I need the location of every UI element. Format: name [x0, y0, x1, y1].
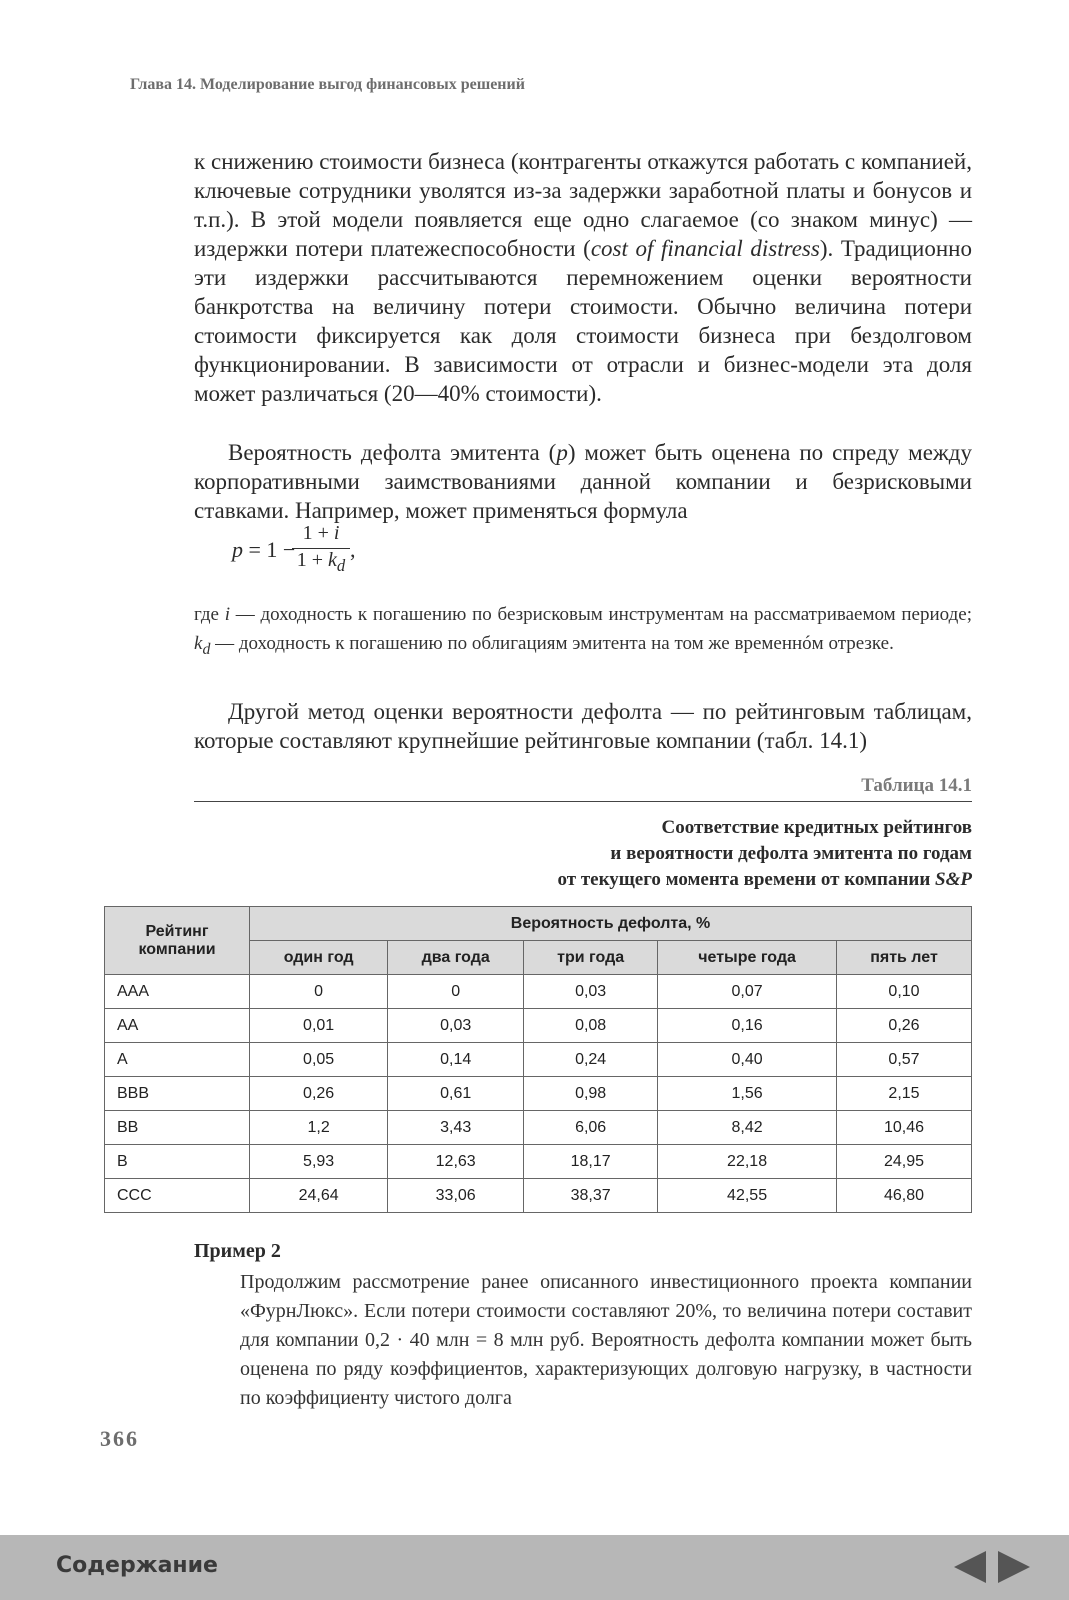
table-cell-value: 22,18 [658, 1145, 837, 1179]
table-cell-value: 0,10 [836, 975, 971, 1009]
table-cell-value: 0 [388, 975, 524, 1009]
explanation-text: — доходность к погашению по облигациям эмитента на том же временнóм отрезке. [210, 633, 894, 654]
table-row [105, 1145, 972, 1179]
table-title [372, 815, 972, 893]
table-row [105, 1009, 972, 1043]
formula-comma: , [350, 537, 356, 562]
table-header-year: пять лет [836, 941, 971, 975]
table-cell-value: 24,95 [836, 1145, 971, 1179]
formula-sub-d: d [336, 556, 346, 575]
table-cell-value: 24,64 [250, 1179, 388, 1213]
table-cell-value: 0,40 [658, 1043, 837, 1077]
table-cell-value: 0,03 [524, 975, 658, 1009]
explanation-text: где [194, 604, 225, 625]
table-cell-value: 0,07 [658, 975, 837, 1009]
table-cell-rating: AA [105, 1009, 250, 1043]
table-cell-value: 42,55 [658, 1179, 837, 1213]
table-cell-value: 0,05 [250, 1043, 388, 1077]
table-cell-value: 2,15 [836, 1077, 971, 1111]
page-number: 366 [100, 1426, 139, 1451]
table-cell-rating: AAA [105, 975, 250, 1009]
paragraph-text: к снижению стоимости бизнеса (контрагенты откажутся работать с компанией, ключевые сотрудники уволятся из-за задержки заработной платы и бонусов и т.п.). В этой модели появляется еще одно слагаемое (со знаком минус) — издержки потери платежеспособности ( [194, 149, 972, 261]
paragraph-variable: p [556, 440, 568, 465]
explanation-text: — доходность к погашению по безрисковым инструментам на рассматриваемом периоде; [229, 604, 972, 625]
table-cell-value: 0,61 [388, 1077, 524, 1111]
triangle-right-icon[interactable] [998, 1551, 1030, 1583]
table-cell-value: 33,06 [388, 1179, 524, 1213]
table-header-year: один год [250, 941, 388, 975]
default-probability-table [104, 906, 972, 1213]
table-cell-rating: BB [105, 1111, 250, 1145]
table-cell-value: 0,08 [524, 1009, 658, 1043]
triangle-left-icon[interactable] [954, 1551, 986, 1583]
example-heading: Пример 2 [194, 1240, 281, 1262]
table-row [105, 1179, 972, 1213]
table-title-text: от текущего момента времени от компании [557, 869, 936, 890]
formula-fraction [292, 522, 350, 576]
footer-bar [0, 1535, 1069, 1600]
table-cell-value: 0,26 [836, 1009, 971, 1043]
table-row [105, 975, 972, 1009]
table-cell-value: 1,2 [250, 1111, 388, 1145]
table-header-year: два года [388, 941, 524, 975]
table-row [105, 1077, 972, 1111]
formula-var-p: p [232, 537, 243, 562]
table-header-year: четыре года [658, 941, 837, 975]
table-cell-value: 0,26 [250, 1077, 388, 1111]
explanation-sub-d: d [202, 640, 211, 658]
formula-lhs [232, 537, 295, 563]
formula-var-i: i [333, 522, 340, 544]
table-header-rating: Рейтинг компании [105, 907, 250, 975]
table-cell-value: 12,63 [388, 1145, 524, 1179]
table-cell-value: 0,14 [388, 1043, 524, 1077]
table-title-company: S&P [935, 869, 972, 890]
table-cell-value: 0,24 [524, 1043, 658, 1077]
formula-denominator-text: 1 + [296, 549, 329, 571]
table-cell-value: 0,01 [250, 1009, 388, 1043]
formula-var-k: k [328, 549, 337, 571]
table-cell-value: 46,80 [836, 1179, 971, 1213]
table-cell-value: 0 [250, 975, 388, 1009]
toc-link[interactable]: Содержание [56, 1553, 218, 1578]
table-cell-rating: CCC [105, 1179, 250, 1213]
formula-equals-one-minus: = 1 − [243, 537, 296, 562]
table-cell-value: 0,03 [388, 1009, 524, 1043]
paragraph-rating-tables: Другой метод оценки вероятности дефолта — по рейтинговым таблицам, которые составляют крупнейшие рейтинговые компании (табл. 14.1) [194, 699, 972, 753]
table-divider [194, 801, 972, 802]
table-row [105, 1111, 972, 1145]
table-cell-value: 10,46 [836, 1111, 971, 1145]
table-cell-rating: B [105, 1145, 250, 1179]
formula-numerator [292, 522, 350, 548]
running-head: Глава 14. Моделирование выгод финансовых решений [130, 76, 525, 93]
table-cell-rating: BBB [105, 1077, 250, 1111]
table-cell-value: 0,57 [836, 1043, 971, 1077]
table-header-row [105, 907, 972, 941]
table-cell-value: 8,42 [658, 1111, 837, 1145]
formula-explanation [194, 600, 972, 664]
table-cell-rating: A [105, 1043, 250, 1077]
table-body [105, 975, 972, 1213]
table-cell-value: 18,17 [524, 1145, 658, 1179]
table-cell-value: 3,43 [388, 1111, 524, 1145]
table-title-line: Соответствие кредитных рейтингов [661, 817, 972, 838]
table-cell-value: 1,56 [658, 1077, 837, 1111]
table-title-line [372, 867, 972, 893]
paragraph-text: Вероятность дефолта эмитента ( [228, 440, 557, 465]
paragraph-default-probability [194, 438, 972, 525]
explanation-var-k: k [194, 633, 203, 654]
table-cell-value: 6,06 [524, 1111, 658, 1145]
example-text: Продолжим рассмотрение ранее описанного инвестиционного проекта компании «ФурнЛюкс». Если потери стоимости составляют 20%, то величина потери составит для компании 0,2 · 40 млн = 8 млн руб. Вероятность дефолта компании может быть оценена по ряду коэффициентов, характеризующих долговую нагрузку, в частности по коэффициенту чистого долга [240, 1271, 972, 1409]
table-header-year: три года [524, 941, 658, 975]
table-cell-value: 0,98 [524, 1077, 658, 1111]
table-label: Таблица 14.1 [861, 775, 972, 796]
table-cell-value: 0,16 [658, 1009, 837, 1043]
table-cell-value: 5,93 [250, 1145, 388, 1179]
table-header-probability: Вероятность дефолта, % [250, 907, 972, 941]
table-cell-value: 38,37 [524, 1179, 658, 1213]
paragraph-italic-term: cost of financial distress [590, 236, 820, 261]
formula-numerator-text: 1 + [302, 522, 334, 544]
default-probability-formula [232, 522, 432, 582]
explanation-var-i: i [224, 604, 230, 625]
paragraph-text: ) может быть оценена по спреду между корпоративными заимствованиями данной компании и безрисковыми ставками. Например, может применяться формула [194, 440, 972, 523]
paragraph-text: ). Традиционно эти издержки рассчитываются перемножением оценки вероятности банкротства на величину потери стоимости. Обычно величина потери стоимости фиксируется как доля стоимости бизнеса при бездолговом функционировании. В зависимости от отрасли и бизнес-модели эта доля может различаться (20—40% стоимости). [194, 236, 972, 406]
formula-denominator [292, 549, 350, 576]
table-row [105, 1043, 972, 1077]
paragraph-distress-costs [194, 147, 972, 408]
table-title-line: и вероятности дефолта эмитента по годам [610, 843, 972, 864]
